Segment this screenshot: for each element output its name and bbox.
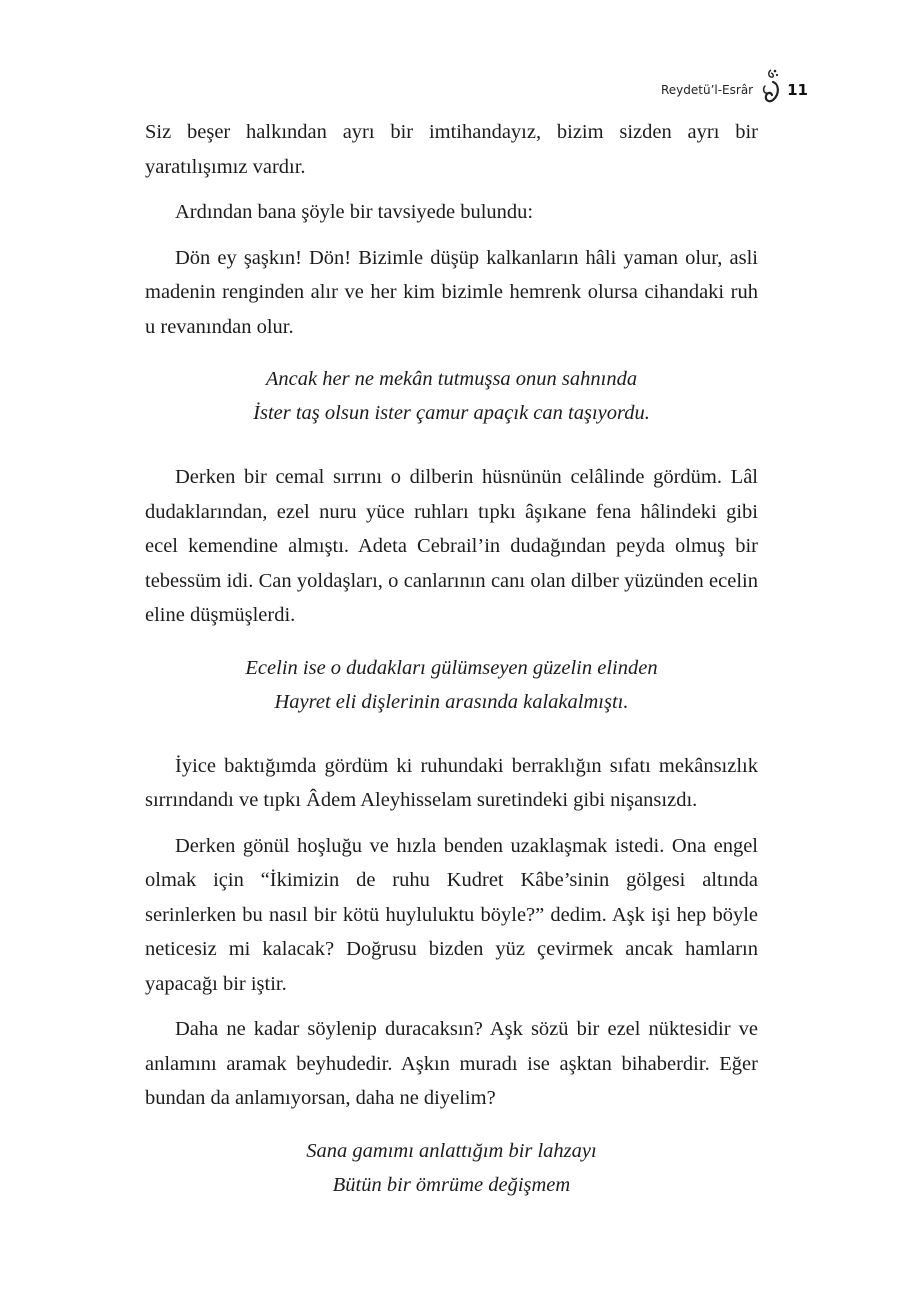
verse-line: İster taş olsun ister çamur apaçık can taşıyordu. (253, 402, 650, 424)
verse-couplet (145, 362, 758, 430)
verse-couplet (145, 651, 758, 719)
paragraph: Derken bir cemal sırrını o dilberin hüsnünün celâlinde gördüm. Lâl dudaklarından, ezel nuru yüce ruhları tıpkı âşıkane fena hâlindeki gibi ecel kemendine almıştı. Adeta Cebrail’in dudağından peyda olmuş bir tebessüm idi. Can yoldaşları, o canlarının canı olan dilber yüzünden ecelin eline düşmüşlerdi. (145, 466, 758, 626)
running-header (661, 66, 808, 106)
paragraph: Siz beşer halkından ayrı bir imtihandayız, bizim sizden ayrı bir yaratılışımız vardır. (145, 121, 758, 178)
paragraph: Derken gönül hoşluğu ve hızla benden uzaklaşmak istedi. Ona engel olmak için “İkimizin de ruhu Kudret Kâbe’sinin gölgesi altında serinlerken bu nasıl bir kötü huyluluktu böyle?” dedim. Aşk işi hep böyle neticesiz mi kalacak? Doğrusu bizden yüz çevirmek ancak hamların yapacağı bir iştir. (145, 834, 758, 995)
book-title: Reydetü’l-Esrâr (660, 83, 754, 97)
paragraph: İyice baktığımda gördüm ki ruhundaki berraklığın sıfatı mekânsızlık sırrındandı ve tıpkı Âdem Aleyhisselam suretindeki gibi nişansızdı. (145, 754, 758, 811)
verse-line: Ancak her ne mekân tutmuşsa onun sahnında (265, 368, 638, 390)
verse-line: Ecelin ise o dudakları gülümseyen güzelin elinden (245, 656, 658, 679)
verse-couplet (145, 1134, 758, 1202)
verse-line: Sana gamımı anlattığım bir lahzayı (306, 1139, 597, 1162)
paragraph: Dön ey şaşkın! Dön! Bizimle düşüp kalkanların hâli yaman olur, asli madenin renginden alır ve her kim bizimle hemrenk olursa cihandaki ruh u revanından olur. (145, 246, 758, 338)
verse-line: Bütün bir ömrüme değişmem (332, 1173, 571, 1196)
page-number: 11 (787, 81, 808, 99)
calligraphic-ornament-icon (759, 66, 783, 106)
paragraph: Daha ne kadar söylenip duracaksın? Aşk sözü bir ezel nüktesidir ve anlamını aramak beyhudedir. Aşkın muradı ise aşktan bihaberdir. Eğer bundan da anlamıyorsan, daha ne diyelim? (145, 1018, 758, 1109)
paragraph: Ardından bana şöyle bir tavsiyede bulundu: (175, 201, 534, 223)
page-body (145, 115, 758, 1232)
verse-line: Hayret eli dişlerinin arasında kalakalmıştı. (274, 690, 629, 713)
